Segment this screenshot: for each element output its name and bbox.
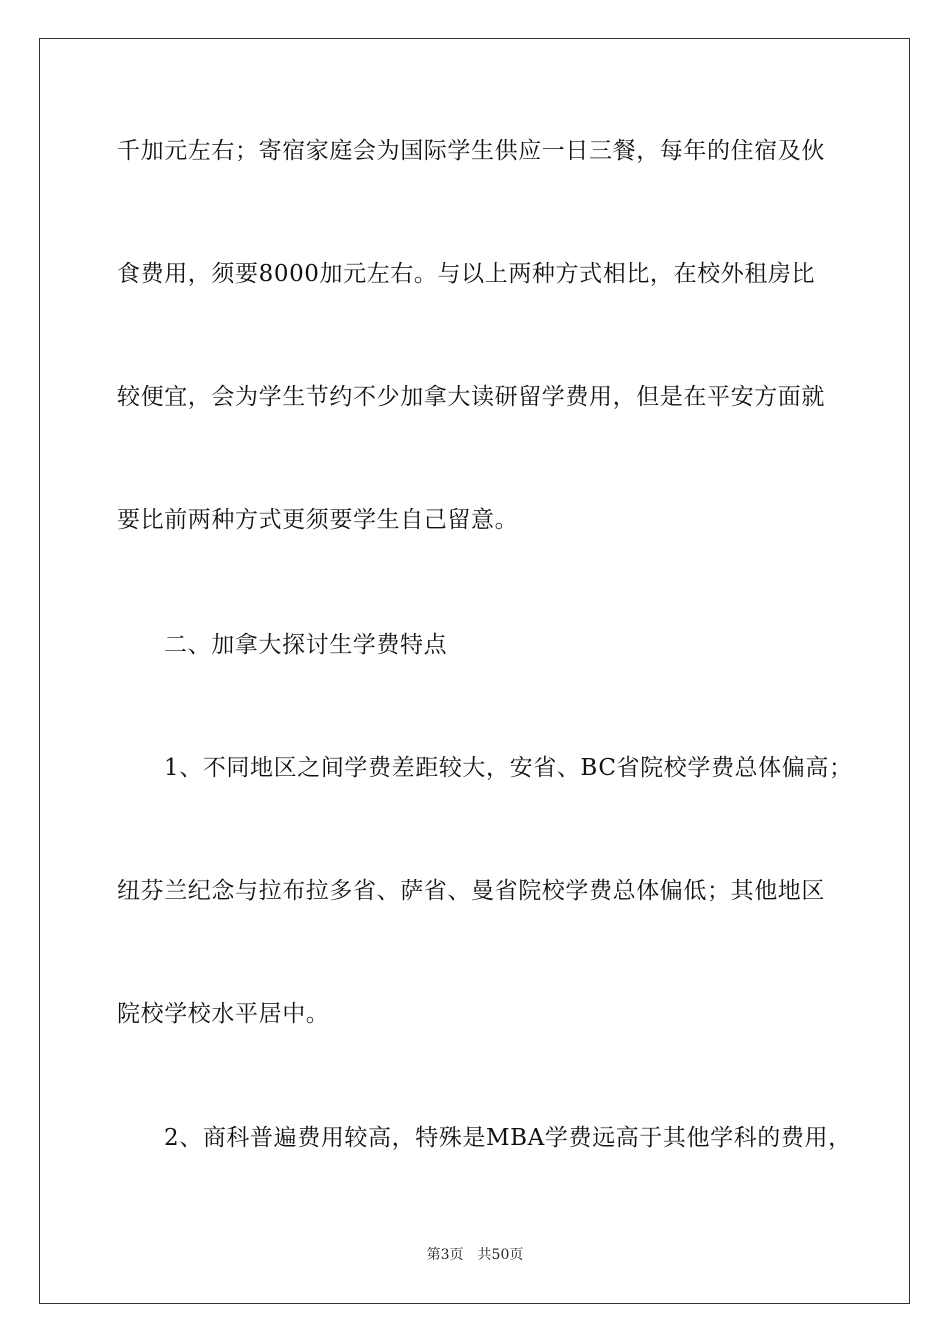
page-border: [39, 38, 910, 1304]
page-number: 第3页: [426, 1247, 464, 1263]
body-line-1: 千加元左右；寄宿家庭会为国际学生供应一日三餐，每年的住宿及伙: [117, 138, 825, 164]
body-line-6: 1、不同地区之间学费差距较大，安省、BC省院校学费总体偏高；: [164, 755, 853, 781]
page-footer: [0, 1246, 950, 1264]
body-line-3: 较便宜，会为学生节约不少加拿大读研留学费用，但是在平安方面就: [117, 384, 825, 410]
body-line-8: 院校学校水平居中。: [117, 1001, 330, 1027]
page-total: 共50页: [477, 1247, 524, 1263]
body-line-7: 纽芬兰纪念与拉布拉多省、萨省、曼省院校学费总体偏低；其他地区: [117, 878, 825, 904]
body-line-4: 要比前两种方式更须要学生自己留意。: [117, 507, 519, 533]
body-line-2: 食费用，须要8000加元左右。与以上两种方式相比，在校外租房比: [117, 261, 816, 287]
body-line-9: 2、商科普遍费用较高，特殊是MBA学费远高于其他学科的费用，: [164, 1125, 852, 1151]
section-heading: 二、加拿大探讨生学费特点: [164, 632, 448, 658]
